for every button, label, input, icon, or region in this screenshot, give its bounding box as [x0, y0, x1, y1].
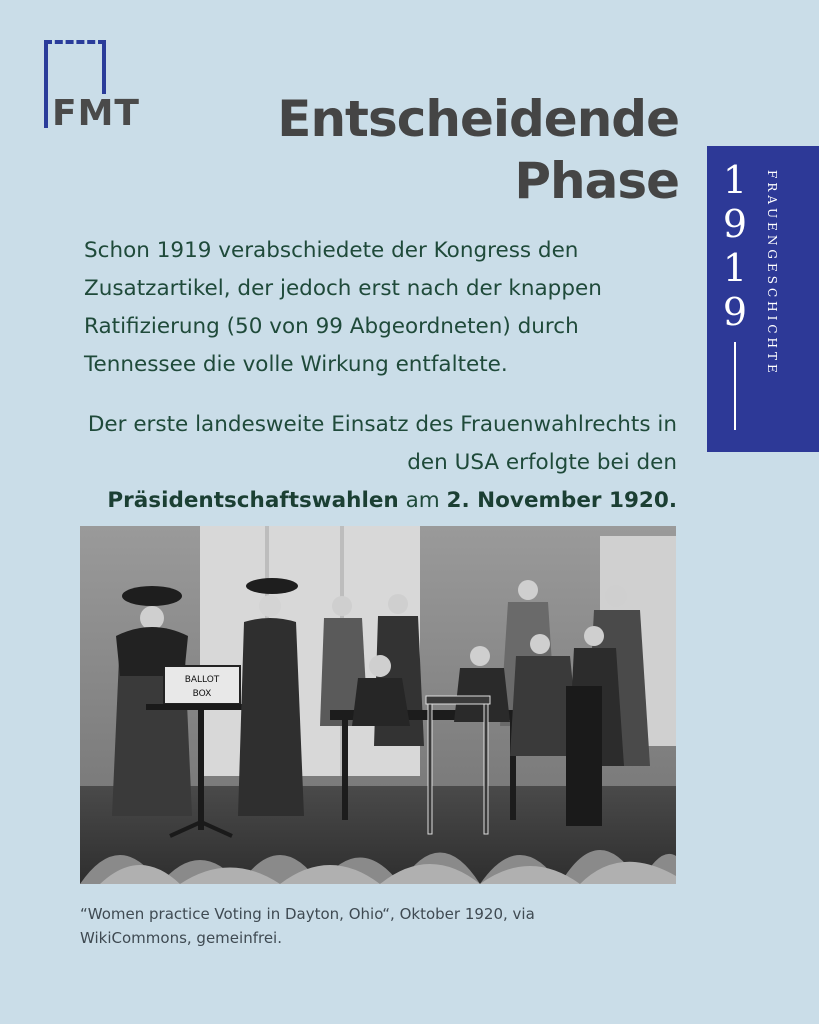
sidebar-banner — [707, 146, 819, 452]
sidebar-year — [721, 158, 749, 334]
logo-text: FMT — [52, 93, 140, 134]
fmt-logo — [44, 40, 140, 136]
highlight-date: 2. November 1920. — [446, 488, 677, 513]
ballot-box-label-2: BOX — [192, 689, 212, 699]
photo-illustration — [80, 526, 676, 884]
title-line-1: Entscheidende — [277, 90, 679, 148]
paragraph-intro: Schon 1919 verabschiedete der Kongress den Zusatzartikel, der jedoch erst nach der knappen Ratifizierung (50 von 99 Abgeordneten) durch Tennessee die volle Wirkung entfaltete. — [84, 238, 602, 377]
year-digit: 1 — [722, 246, 748, 290]
page-title — [277, 88, 679, 212]
year-digit: 1 — [722, 158, 748, 202]
paragraph-election — [77, 406, 677, 520]
ballot-box-label-1: BALLOT — [184, 675, 220, 685]
paragraph-election-text: Der erste landesweite Einsatz des Frauenwahlrechts in den USA erfolgte bei den — [87, 412, 677, 475]
year-digit: 9 — [722, 290, 748, 334]
historical-photo — [80, 526, 676, 884]
sidebar-label: FRAUENGESCHICHTE — [765, 170, 779, 377]
year-digit: 9 — [722, 202, 748, 246]
sidebar-divider — [734, 342, 736, 430]
paragraph-election-am: am — [405, 488, 440, 513]
photo-caption: “Women practice Voting in Dayton, Ohio“, Oktober 1920, via WikiCommons, gemeinfrei. — [80, 905, 535, 947]
highlight-election: Präsidentschaftswahlen — [107, 488, 399, 513]
title-line-2: Phase — [514, 152, 679, 210]
